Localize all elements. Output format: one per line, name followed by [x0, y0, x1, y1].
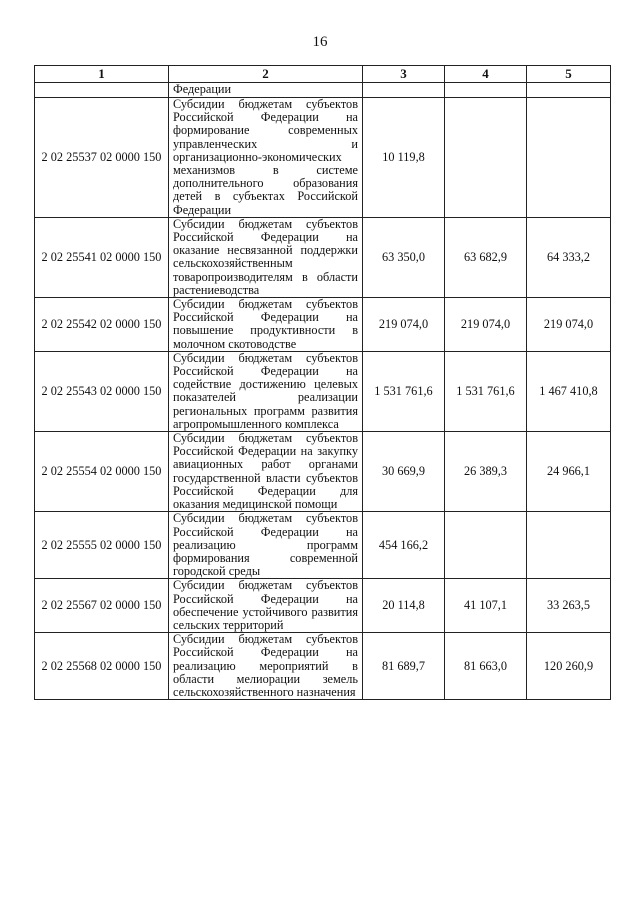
row-description: Субсидии бюджетам субъектов Российской Федерации на реализацию мероприятий в области мелиорации земель сельскохозяйственного назначения [169, 633, 363, 700]
row-value-5: 120 260,9 [527, 633, 611, 700]
row-description: Субсидии бюджетам субъектов Российской Федерации на повышение продуктивности в молочном скотоводстве [169, 298, 363, 352]
row-code: 2 02 25542 02 0000 150 [35, 298, 169, 352]
row-code: 2 02 25543 02 0000 150 [35, 351, 169, 431]
row-code: 2 02 25537 02 0000 150 [35, 98, 169, 218]
table-row [35, 633, 611, 700]
row-value-4: 219 074,0 [445, 298, 527, 352]
continuation-value-4 [445, 83, 527, 98]
row-value-4 [445, 512, 527, 579]
continuation-code [35, 83, 169, 98]
row-code: 2 02 25568 02 0000 150 [35, 633, 169, 700]
column-header-2: 2 [169, 66, 363, 83]
row-value-5: 33 263,5 [527, 579, 611, 633]
row-value-4: 26 389,3 [445, 432, 527, 512]
column-header-5: 5 [527, 66, 611, 83]
table-row [35, 298, 611, 352]
row-value-3: 10 119,8 [363, 98, 445, 218]
row-value-4: 41 107,1 [445, 579, 527, 633]
row-value-3: 81 689,7 [363, 633, 445, 700]
budget-table [34, 65, 611, 700]
continuation-value-3 [363, 83, 445, 98]
row-code: 2 02 25555 02 0000 150 [35, 512, 169, 579]
row-value-4: 1 531 761,6 [445, 351, 527, 431]
column-header-4: 4 [445, 66, 527, 83]
row-description: Субсидии бюджетам субъектов Российской Федерации на обеспечение устойчивого развития сельских территорий [169, 579, 363, 633]
row-value-3: 30 669,9 [363, 432, 445, 512]
row-value-5: 24 966,1 [527, 432, 611, 512]
row-value-4 [445, 98, 527, 218]
row-value-4: 63 682,9 [445, 217, 527, 297]
row-value-3: 20 114,8 [363, 579, 445, 633]
row-code: 2 02 25567 02 0000 150 [35, 579, 169, 633]
row-value-5: 64 333,2 [527, 217, 611, 297]
continuation-description: Федерации [169, 83, 363, 98]
row-value-3: 63 350,0 [363, 217, 445, 297]
row-value-3: 1 531 761,6 [363, 351, 445, 431]
row-value-5 [527, 98, 611, 218]
row-value-3: 454 166,2 [363, 512, 445, 579]
table-row [35, 512, 611, 579]
row-description: Субсидии бюджетам субъектов Российской Федерации на оказание несвязанной поддержки сельскохозяйственным товаропроизводителям в области растениеводства [169, 217, 363, 297]
column-header-3: 3 [363, 66, 445, 83]
row-value-3: 219 074,0 [363, 298, 445, 352]
table-row [35, 98, 611, 218]
row-description: Субсидии бюджетам субъектов Российской Федерации на содействие достижению целевых показателей реализации региональных программ развития агропромышленного комплекса [169, 351, 363, 431]
row-value-5: 1 467 410,8 [527, 351, 611, 431]
row-value-4: 81 663,0 [445, 633, 527, 700]
table-row [35, 351, 611, 431]
row-code: 2 02 25541 02 0000 150 [35, 217, 169, 297]
page-number: 16 [312, 34, 328, 50]
table-row [35, 579, 611, 633]
row-value-5: 219 074,0 [527, 298, 611, 352]
row-description: Субсидии бюджетам субъектов Российской Федерации на формирование современных управленческих и организационно-экономических механизмов в системе дополнительного образования детей в субъектах Российской Федерации [169, 98, 363, 218]
continuation-row [35, 83, 611, 98]
row-description: Субсидии бюджетам субъектов Российской Федерации на закупку авиационных работ органами государственной власти субъектов Российской Федерации для оказания медицинской помощи [169, 432, 363, 512]
row-description: Субсидии бюджетам субъектов Российской Федерации на реализацию программ формирования современной городской среды [169, 512, 363, 579]
continuation-value-5 [527, 83, 611, 98]
table-row [35, 217, 611, 297]
column-header-1: 1 [35, 66, 169, 83]
table-row [35, 432, 611, 512]
table-header-row [35, 66, 611, 83]
row-code: 2 02 25554 02 0000 150 [35, 432, 169, 512]
row-value-5 [527, 512, 611, 579]
